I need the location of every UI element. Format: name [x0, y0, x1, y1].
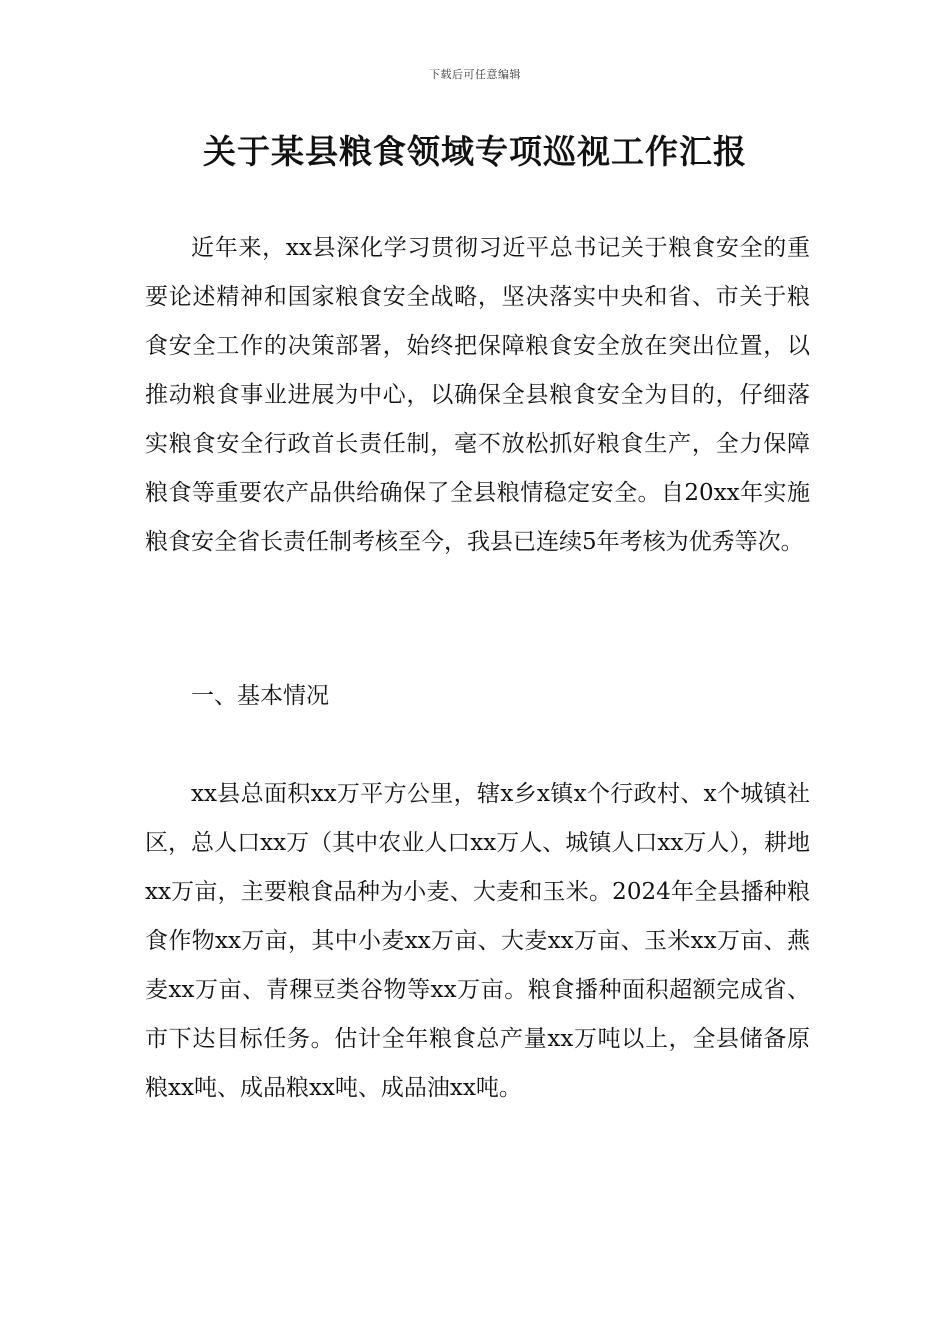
- basic-info-paragraph: xx县总面积xx万平方公里，辖x乡x镇x个行政村、x个城镇社区，总人口xx万（其中农业人口xx万人、城镇人口xx万人），耕地xx万亩，主要粮食品种为小麦、大麦和玉米。2024年全县播种粮食作物xx万亩，其中小麦xx万亩、大麦xx万亩、玉米xx万亩、燕麦xx万亩、青稞豆类谷物等xx万亩。粮食播种面积超额完成省、市下达目标任务。估计全年粮食总产量xx万吨以上，全县储备原粮xx吨、成品粮xx吨、成品油xx吨。: [145, 781, 810, 1101]
- intro-paragraph: 近年来，xx县深化学习贯彻习近平总书记关于粮食安全的重要论述精神和国家粮食安全战略，坚决落实中央和省、市关于粮食安全工作的决策部署，始终把保障粮食安全放在突出位置，以推动粮食事业进展为中心，以确保全县粮食安全为目的，仔细落实粮食安全行政首长责任制，毫不放松抓好粮食生产，全力保障粮食等重要农产品供给确保了全县粮情稳定安全。自20xx年实施粮食安全省长责任制考核至今，我县已连续5年考核为优秀等次。: [145, 235, 810, 555]
- header-note: 下载后可任意编辑: [429, 68, 521, 81]
- document-title: 关于某县粮食领域专项巡视工作汇报: [203, 132, 747, 171]
- section-heading-basic-situation: 一、基本情况: [191, 683, 329, 709]
